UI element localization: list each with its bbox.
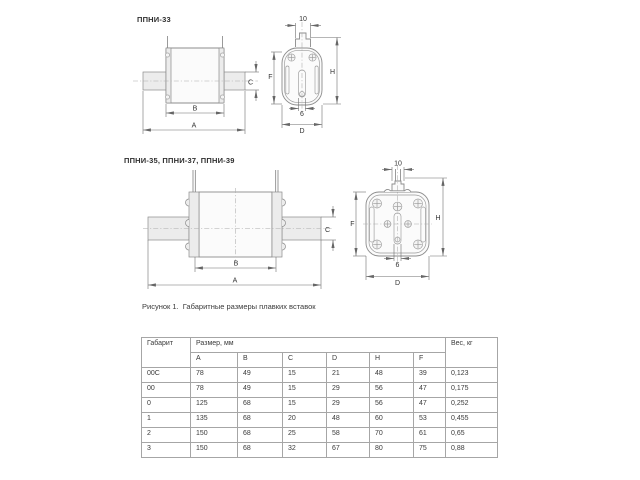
col-header-ves: Вес, кг [446,338,498,368]
table-cell: 67 [327,443,370,458]
table-cell: 60 [370,413,414,428]
table-cell: 135 [191,413,238,428]
table-cell: 78 [191,368,238,383]
table-cell: 150 [191,443,238,458]
dim-label-a: A [232,277,238,285]
table-cell: 15 [283,368,327,383]
table-row [142,398,498,413]
table-cell: 61 [414,428,446,443]
dim-label-b: B [192,105,198,113]
table-cell: 68 [238,428,283,443]
table-header-row-1 [142,338,498,353]
table-row [142,413,498,428]
table-cell: 32 [283,443,327,458]
table-cell: 80 [370,443,414,458]
col-header-razmer: Размер, мм [191,338,446,353]
table-cell: 47 [414,383,446,398]
dim-label-f: F [268,74,273,81]
table-cell: 56 [370,383,414,398]
fig1-body [166,48,224,103]
fig1-rivet [220,53,224,57]
table-cell: 49 [238,368,283,383]
table-header-row-2 [142,353,498,368]
table-row [142,428,498,443]
dim-label-10: 10 [299,16,307,23]
table-cell: 78 [191,383,238,398]
table-cell: 75 [414,443,446,458]
col-header-a: A [191,353,238,368]
dim-label-h: H [435,215,441,222]
figure-caption: Рисунок 1. Габаритные размеры плавких вставок [142,302,316,311]
table-cell: 39 [414,368,446,383]
table-cell: 15 [283,383,327,398]
table-cell: 70 [370,428,414,443]
table-cell: 1 [142,413,191,428]
fig1-side-tab [296,33,311,47]
fig2-bumps-left [186,243,189,250]
fig1-side-view [268,16,341,135]
col-header-d: D [327,353,370,368]
fig1-front-view [133,36,259,134]
dim-label-d: D [299,128,305,135]
table-cell: 0,65 [446,428,498,443]
table-cell: 00C [142,368,191,383]
fig2-bumps-right [282,243,285,250]
col-header-gabarit: Габарит [142,338,191,368]
table-cell: 25 [283,428,327,443]
figure1-label: ППНИ-33 [137,15,171,24]
table-cell: 20 [283,413,327,428]
dim-label-10: 10 [394,160,402,168]
fig2-front-view [143,170,336,289]
table-row [142,443,498,458]
dim-label-c: C [247,79,253,87]
dim-label-b: B [233,260,239,268]
table-cell: 0,123 [446,368,498,383]
table-cell: 68 [238,398,283,413]
table-row [142,383,498,398]
table-cell: 0,175 [446,383,498,398]
table-cell: 2 [142,428,191,443]
dimensions-table [141,337,498,458]
col-header-c: C [283,353,327,368]
dim-label-h: H [329,69,335,76]
figure2-label: ППНИ-35, ППНИ-37, ППНИ-39 [124,156,235,165]
dim-label-d: D [394,280,401,287]
table-cell: 68 [238,443,283,458]
dim-label-f: F [350,221,355,228]
dim-label-c: C [324,227,330,234]
figure1-drawing [125,10,350,140]
table-cell: 47 [414,398,446,413]
dim-label-6: 6 [395,262,400,269]
fig1-rivet [165,95,169,99]
table-cell: 53 [414,413,446,428]
table-cell: 0,88 [446,443,498,458]
table-cell: 3 [142,443,191,458]
table-cell: 21 [327,368,370,383]
table-cell: 49 [238,383,283,398]
table-cell: 0,252 [446,398,498,413]
table-cell: 56 [370,398,414,413]
fig1-rivet [165,53,169,57]
table-cell: 68 [238,413,283,428]
table-cell: 150 [191,428,238,443]
table-cell: 48 [370,368,414,383]
table-cell: 29 [327,383,370,398]
fig2-endplate-left [189,192,199,257]
col-header-h: H [370,353,414,368]
table-cell: 125 [191,398,238,413]
fig2-endplate-right [272,192,282,257]
table-cell: 0,455 [446,413,498,428]
col-header-b: B [238,353,283,368]
fig2-side-view [350,161,447,288]
fig1-rivet [220,95,224,99]
figure2-drawing [140,155,460,295]
table-cell: 00 [142,383,191,398]
table-row [142,368,498,383]
table-cell: 0 [142,398,191,413]
table-cell: 29 [327,398,370,413]
dim-label-a: A [191,122,197,130]
col-header-f: F [414,353,446,368]
table-cell: 58 [327,428,370,443]
dim-label-6: 6 [300,111,304,118]
table-cell: 48 [327,413,370,428]
table-cell: 15 [283,398,327,413]
